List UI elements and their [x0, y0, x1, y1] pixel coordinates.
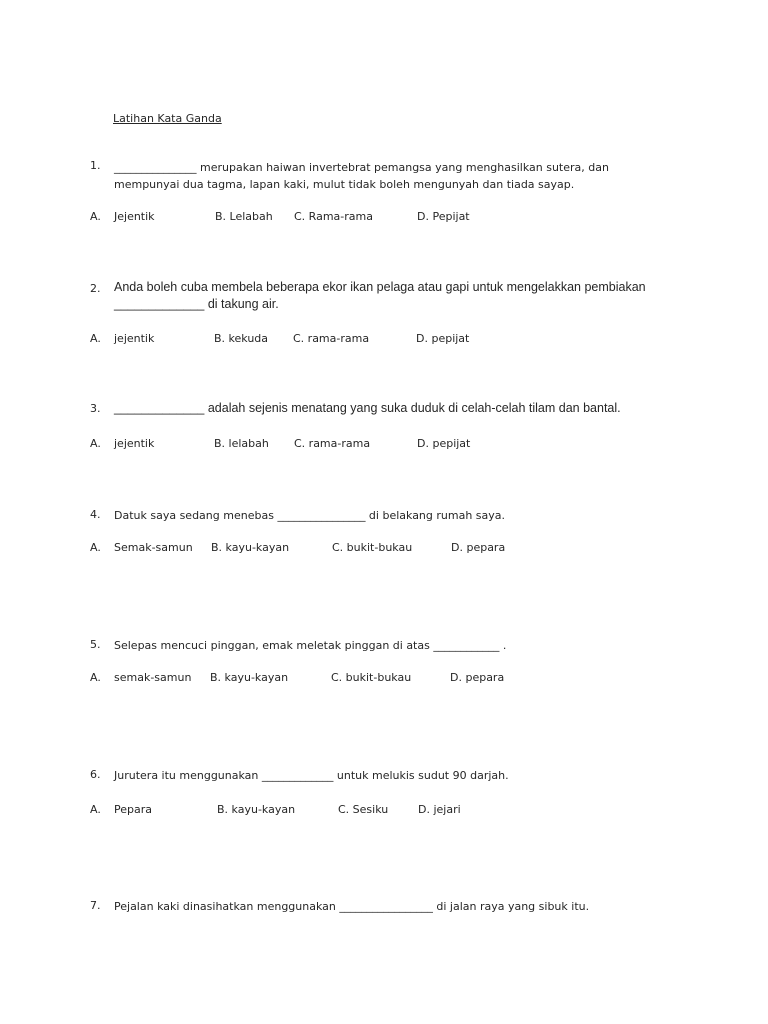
question-3-option-letter: A.: [90, 437, 101, 450]
question-3-number: 3.: [90, 402, 101, 415]
question-2-option-d: D. pepijat: [416, 332, 470, 345]
question-2-option-b: B. kekuda: [214, 332, 269, 345]
question-3-text: [114, 400, 654, 417]
question-6-option-d: D. jejari: [418, 803, 461, 816]
question-7-text-after: di jalan raya yang sibuk itu.: [432, 900, 590, 913]
question-1-blank: _______________: [114, 161, 197, 174]
question-1-option-c: C. Rama-rama: [294, 210, 373, 223]
question-6-blank: _____________: [261, 769, 334, 782]
question-6-text-before: Jurutera itu menggunakan: [114, 769, 262, 782]
question-1-number: 1.: [90, 159, 101, 172]
question-6-text-after: untuk melukis sudut 90 darjah.: [333, 769, 509, 782]
question-2-option-letter: A.: [90, 332, 101, 345]
question-5-number: 5.: [90, 638, 101, 651]
question-2-text-after: di takung air.: [204, 297, 279, 311]
question-5-option-a: semak-samun: [114, 671, 192, 684]
question-5-option-letter: A.: [90, 671, 101, 684]
question-6-option-c: C. Sesiku: [338, 803, 389, 816]
question-4-option-d: D. pepara: [451, 541, 506, 554]
question-4-text-before: Datuk saya sedang menebas: [114, 509, 278, 522]
question-2-option-c: C. rama-rama: [293, 332, 370, 345]
question-2-text: [114, 279, 654, 313]
question-3-option-b: B. lelabah: [214, 437, 269, 450]
question-3-blank: _____________: [114, 401, 205, 415]
question-6-text: [114, 767, 654, 784]
question-7-number: 7.: [90, 899, 101, 912]
question-6-option-letter: A.: [90, 803, 101, 816]
question-1-text-after: merupakan haiwan invertebrat pemangsa yang menghasilkan sutera, dan mempunyai dua tagma, lapan kaki, mulut tidak boleh mengunyah dan tiada sayap.: [114, 161, 609, 191]
question-1-text: [114, 159, 654, 193]
question-3-option-a: jejentik: [114, 437, 155, 450]
question-1-option-a: Jejentik: [114, 210, 155, 223]
question-5-text-after: .: [499, 639, 507, 652]
question-2-text-before: Anda boleh cuba membela beberapa ekor ikan pelaga atau gapi untuk mengelakkan pembiakan: [114, 280, 646, 294]
question-5-option-d: D. pepara: [450, 671, 505, 684]
question-6-option-a: Pepara: [114, 803, 152, 816]
document-title: Latihan Kata Ganda: [113, 112, 222, 125]
question-6-number: 6.: [90, 768, 101, 781]
question-7-text: [114, 898, 654, 915]
question-2-option-a: jejentik: [114, 332, 155, 345]
question-1-option-b: B. Lelabah: [215, 210, 273, 223]
question-1-option-letter: A.: [90, 210, 101, 223]
question-5-text-before: Selepas mencuci pinggan, emak meletak pinggan di atas: [114, 639, 434, 652]
question-2-blank: _____________: [114, 297, 205, 311]
question-4-text-after: di belakang rumah saya.: [365, 509, 506, 522]
question-3-option-d: D. pepijat: [417, 437, 471, 450]
question-4-option-a: Semak-samun: [114, 541, 193, 554]
question-4-option-letter: A.: [90, 541, 101, 554]
question-2-number: 2.: [90, 282, 101, 295]
question-4-option-b: B. kayu-kayan: [211, 541, 290, 554]
question-5-text: [114, 637, 654, 654]
question-5-option-c: C. bukit-bukau: [331, 671, 412, 684]
question-4-text: [114, 507, 654, 524]
question-4-number: 4.: [90, 508, 101, 521]
question-5-blank: ____________: [433, 639, 500, 652]
question-1-option-d: D. Pepijat: [417, 210, 470, 223]
question-4-blank: ________________: [277, 509, 366, 522]
question-5-option-b: B. kayu-kayan: [210, 671, 289, 684]
question-4-option-c: C. bukit-bukau: [332, 541, 413, 554]
question-6-option-b: B. kayu-kayan: [217, 803, 296, 816]
question-3-text-after: adalah sejenis menatang yang suka duduk di celah-celah tilam dan bantal.: [204, 401, 621, 415]
question-7-blank: _________________: [339, 900, 433, 913]
question-3-option-c: C. rama-rama: [294, 437, 371, 450]
question-7-text-before: Pejalan kaki dinasihatkan menggunakan: [114, 900, 340, 913]
